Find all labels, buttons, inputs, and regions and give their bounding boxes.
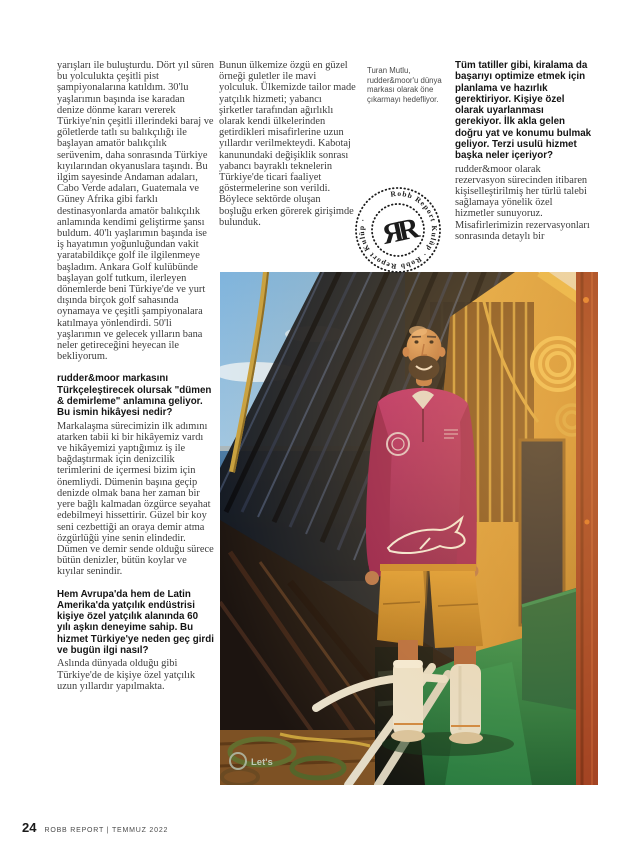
article-column-2 [219, 60, 356, 239]
interview-question-2: Hem Avrupa'da hem de Latin Amerika'da yatçılık endüstrisi kişiye özel yatçılık alanında 60 yılı aşkın deneyime sahip. Bu hizmet Türkiye'ye neden geç girdi ve bugün ilgi nasıl? [57, 588, 214, 656]
watermark-text: Let's [251, 757, 273, 768]
photo-caption: Turan Mutlu, rudder&moor'u dünya markası olarak öne çıkarmayı hedefliyor. [367, 66, 442, 104]
magazine-name-date: ROBB REPORT | TEMMUZ 2022 [44, 827, 169, 834]
interview-answer-3: rudder&moor olarak rezervasyon sürecinden itibaren kişiselleştirilmiş her türlü talebi sağlamaya yönelik özel hizmetler sunuyoruz. Misafirlerimizin rezervasyonları sonrasında detaylı bir [455, 163, 590, 242]
stamp-monogram: ЯR [379, 212, 418, 251]
body-paragraph: yarışları ile buluşturdu. Dört yıl süren bu yolculukta çeşitli pist şampiyonalarına katıldım. 30'lu yaşlarımın başında ise karadan denize dönme kararı vererek Türkiye'nin çeşitli illerindeki baraj ve göletlerde tatlı su balıkçılığı ile başlayan amatör balıkçılık serüvenim, daha sonrasında Türkiye kıyılarından okyanuslara taşındı. Bu ilgim sayesinde Andaman adaları, Cabo Verde adaları, Guatemala ve Güney Afrika gibi farklı destinasyonlarda amatör balıkçılık anlamında kendimi geliştirme şansı buldum. 40'lı yaşlarımın başında ise iş hayatımın yoğunluğundan vakit yaratabildikçe golf ile ilgilenmeye başladım. Ankara Golf kulübünde başlayan golf tutkum, ilerleyen dönemlerde beni Türkiye'de ve yurt dışında birçok golf sahasında oynamaya ve çeşitli şampiyonalara katılmaya yönlendirdi. 50'li yaşlarımın ve gelecek yılların bana neler getireceğini heyecan ile bekliyorum. [57, 60, 214, 363]
robb-report-club-stamp [343, 175, 452, 284]
page-number: 24 [22, 820, 37, 835]
boat-deck-photo [220, 272, 598, 785]
interview-question-1: rudder&moor markasını Türkçeleştirecek olursak "dümen & demirleme" anlamına geliyor. Bu ismin hikâyesi nedir? [57, 373, 212, 419]
stamp-circular-text: Robb Report Kulüp · Robb Report Kulüp · [356, 188, 440, 272]
interview-question-3: Tüm tatiller gibi, kiralama da başarıyı optimize etmek için planlama ve hazırlık gerektiriyor. Kişiye özel olarak uyarlanması gerekiyor. İlk akla gelen doğru yat ve konumu bulmak geliyor. Terzi usulü hizmet başka neler içeriyor? [455, 60, 592, 162]
sunset-glow [220, 272, 598, 785]
page-footer [22, 820, 168, 835]
article-column-1 [57, 60, 214, 703]
interview-answer-2: Aslında dünyada olduğu gibi Türkiye'de de kişiye özel yatçılık uzun yıllardır yapılmakta. [57, 658, 196, 692]
article-column-3 [455, 60, 592, 253]
interview-answer-1: Markalaşma sürecimizin ilk adımını atarken tabii ki bir hikâyemiz vardı ve hikâyemizi yaptığımız iş ile bağdaştırmak için denizcilik terimlerini de içermesi bizim için önemliydi. Dümenin başına geçip denizde olmak bana her zaman bir yere bağlı kalmadan özgürce seyahat edebilmeyi hissettirir. Güzel bir koy seni cezbettiği an oraya demir atma özgürlüğü yine senin elindedir. Dümen ve demir sende olduğu sürece bütün denizler, bütün koylar ve kıyılar senindir. [57, 420, 214, 578]
photo-turan-mutlu [220, 272, 598, 785]
body-paragraph: Bunun ülkemize özgü en güzel örneği guletler ile mavi yolculuk. Ülkemizde tailor made yatçılık hizmeti; yabancı şirketler tarafından ağırlıklı olarak kendi ülkelerinden getirdikleri misafirlerine uzun yıllardır verilmekteydi. Kabotaj kanunundaki değişiklik sonrası yabancı bayraklı teknelerin Türkiye'de ticari faaliyet göstermelerine son verildi. Böylece sektörde oluşan boşluğu erken görerek girişimde bulunduk. [219, 60, 356, 228]
